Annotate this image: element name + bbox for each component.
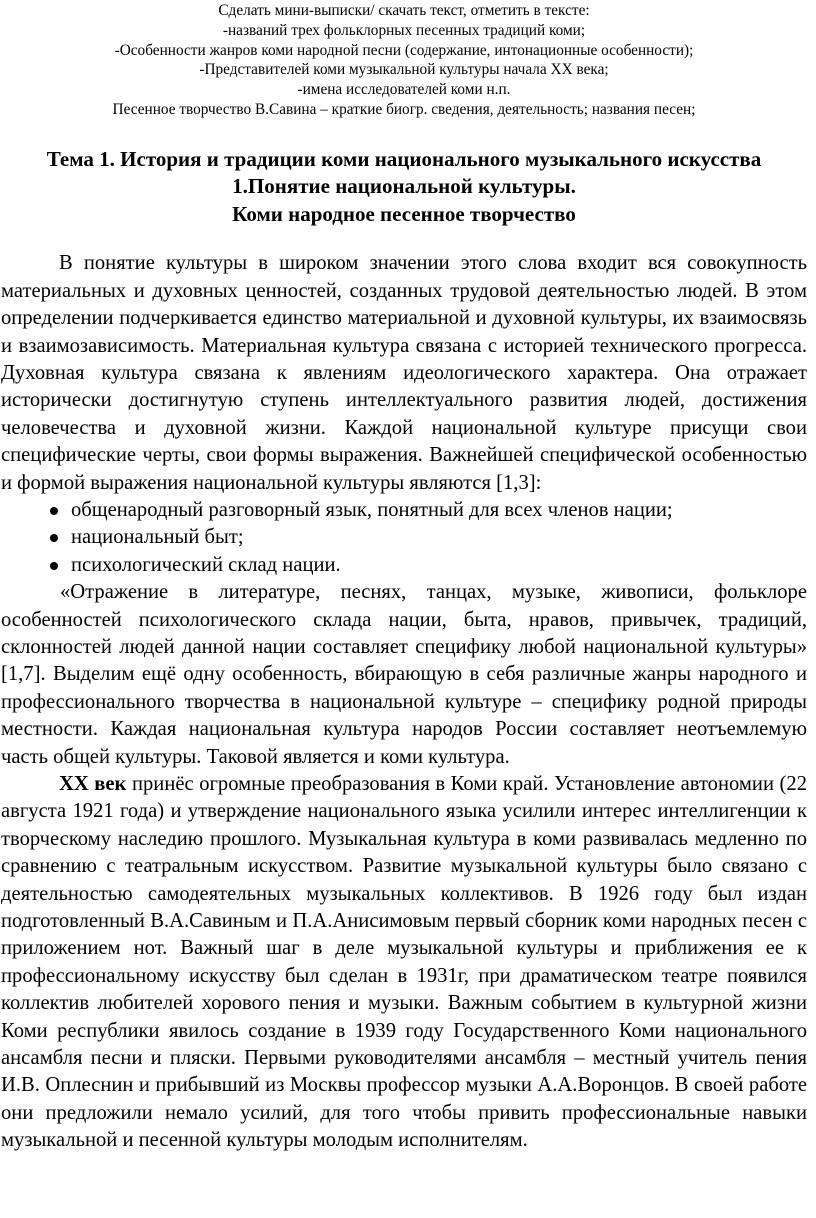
bullet-icon: [50, 534, 58, 542]
paragraph-twentieth-century: [1, 771, 807, 1155]
list-item-text: национальный быт;: [71, 526, 244, 549]
instruction-line: Сделать мини-выписки/ скачать текст, отметить в тексте:: [218, 2, 590, 19]
instruction-line: -названий трех фольклорных песенных традиций коми;: [222, 21, 586, 39]
document-body: [1, 250, 807, 1154]
document-titles: [1, 146, 807, 229]
list-item: [50, 524, 807, 551]
theme-title: Тема 1. История и традиции коми национального музыкального искусства: [46, 146, 762, 171]
subsection-title: Коми народное песенное творчество: [232, 201, 576, 226]
assignment-instructions: [1, 0, 807, 120]
paragraph-lead: XX век: [59, 773, 127, 795]
bullet-list: [1, 497, 807, 579]
list-item-text: психологический склад нации.: [71, 553, 341, 576]
instruction-line: -Особенности жанров коми народной песни (содержание, интонационные особенности);: [114, 41, 694, 59]
paragraph-culture-definition: В понятие культуры в широком значении этого слова входит вся совокупность материальных и духовных ценностей, созданных трудовой деятельностью людей. В этом определении подчеркивается единство материальной и духовной культуры, их взаимосвязь и взаимозависимость. Материальная культура связана с историей технического прогресса. Духовная культура связана к явлениям идеологического характера. Она отражает исторически достигнутую ступень интеллектуального развития людей, достижения человечества и духовной жизни. Каждой национальной культуре присущи свои специфические черты, свои формы выражения. Важнейшей специфической особенностью и формой выражения национальной культуры являются [1,3]:: [1, 252, 807, 494]
paragraph-text: принёс огромные преобразования в Коми край. Установление автономии (22 августа 1921 года) и утверждение национального языка усилили интерес интеллигенции к творческому наследию прошлого. Музыкальная культура в коми развивалась медленно по сравнению с театральным искусством. Развитие музыкальной культуры было связано с деятельностью самодеятельных музыкальных коллективов. В 1926 году был издан подготовленный В.А.Савиным и П.А.Анисимовым первый сборник коми народных песен с приложением нот. Важный шаг в деле музыкальной культуры и приближения ее к профессиональному искусству был сделан в 1931г, при драматическом театре появился коллектив любителей хорового пения и музыки. Важным событием в культурной жизни Коми республики явилось создание в 1939 году Государственного Коми национального ансамбля песни и пляски. Первыми руководителями ансамбля – местный учитель пения И.В. Оплеснин и прибывший из Москвы профессор музыки А.А.Воронцов. В своей работе они предложили немало усилий, для того чтобы привить профессиональные навыки музыкальной и песенной культуры молодым исполнителям.: [1, 773, 807, 1152]
list-item-text: общенародный разговорный язык, понятный для всех членов нации;: [71, 498, 673, 521]
instruction-line: -имена исследователей коми н.п.: [297, 81, 511, 99]
bullet-icon: [50, 562, 58, 570]
list-item: [50, 552, 807, 579]
instruction-line: Песенное творчество В.Савина – краткие биогр. сведения, деятельность; названия песен;: [112, 100, 696, 118]
list-item: [50, 497, 807, 524]
bullet-icon: [50, 507, 58, 515]
paragraph-quote: «Отражение в литературе, песнях, танцах, музыке, живописи, фольклоре особенностей психологического склада нации, быта, нравов, привычек, традиций, склонностей людей данной нации составляет специфику любой национальной культуры» [1,7]. Выделим ещё одну особенность, вбирающую в себя различные жанры народного и профессионального творчества в национальной культуре – специфику родной природы местности. Каждая национальная культура народов России составляет неотъемлемую часть общей культуры. Таковой является и коми культура.: [1, 581, 807, 768]
section-title: 1.Понятие национальной культуры.: [232, 174, 576, 199]
instruction-line: -Представителей коми музыкальной культуры начала XX века;: [199, 61, 609, 79]
